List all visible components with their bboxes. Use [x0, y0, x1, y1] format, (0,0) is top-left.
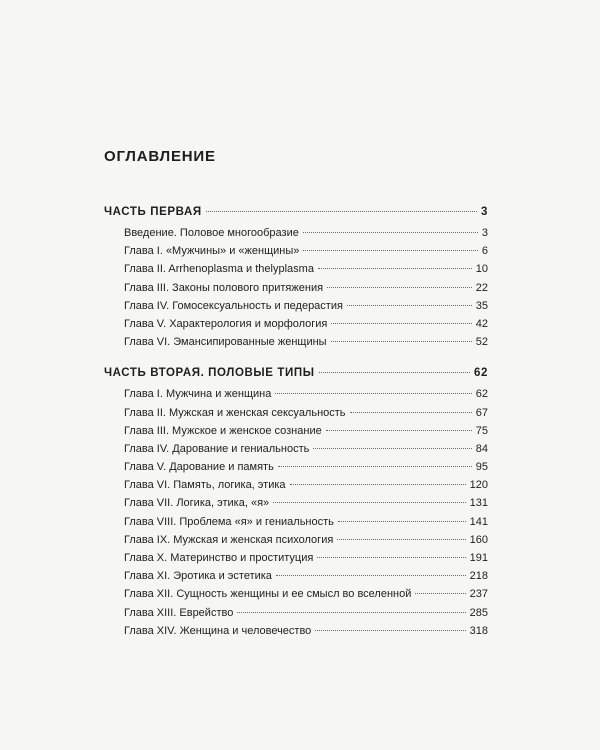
toc-entry-title: Глава X. Материнство и проституция [124, 552, 314, 564]
toc-entry-page: 22 [475, 281, 488, 294]
toc-entry-page: 42 [475, 317, 488, 330]
toc-entry-page: 218 [469, 570, 488, 583]
toc-entry-page: 52 [475, 336, 488, 349]
toc-entry[interactable] [104, 333, 488, 351]
toc-entry-page: 285 [469, 606, 488, 619]
dot-leader [347, 305, 472, 306]
dot-leader [237, 612, 465, 613]
dot-leader [290, 484, 466, 485]
toc-entry[interactable] [104, 385, 488, 403]
toc-entry-title: Глава V. Характерология и морфология [124, 317, 328, 330]
toc-entry-page: 6 [481, 245, 488, 258]
toc-part-title-page: 3 [481, 206, 488, 218]
toc-heading: ОГЛАВЛЕНИЕ [104, 148, 216, 165]
toc-entry-page: 67 [475, 406, 488, 419]
toc-entry[interactable] [104, 513, 488, 531]
toc-entry-page: 75 [475, 424, 488, 437]
dot-leader [326, 430, 472, 431]
dot-leader [350, 412, 472, 413]
toc-entry-page: 237 [469, 588, 488, 601]
toc-entry-title: Глава IV. Гомосексуальность и педерастия [124, 299, 343, 312]
toc-entry[interactable] [104, 315, 488, 333]
toc-entry[interactable] [104, 440, 488, 458]
dot-leader [273, 502, 466, 503]
toc-entry-title: Глава I. «Мужчины» и «женщины» [124, 245, 300, 258]
toc-entry-page: 141 [469, 515, 488, 528]
dot-leader [303, 232, 478, 233]
toc-entry-page: 95 [475, 461, 488, 474]
toc-entry[interactable] [104, 622, 488, 640]
table-of-contents [104, 202, 488, 652]
toc-entry-title: Глава III. Мужское и женское сознание [124, 424, 322, 437]
dot-leader [275, 393, 471, 394]
toc-part-title-title: ЧАСТЬ ПЕРВАЯ [104, 206, 202, 218]
toc-part-title[interactable] [104, 363, 488, 383]
toc-entry-page: 160 [469, 533, 488, 546]
toc-entry[interactable] [104, 549, 488, 567]
dot-leader [318, 268, 472, 269]
toc-entry-page: 318 [469, 624, 488, 637]
toc-part-title-page: 62 [474, 367, 488, 380]
dot-leader [327, 287, 472, 288]
toc-entry-title: Глава I. Мужчина и женщина [124, 388, 272, 401]
toc-entry-title: Глава VI. Память, логика, этика [124, 479, 286, 492]
toc-entry[interactable] [104, 494, 488, 512]
toc-entry-page: 191 [469, 552, 488, 564]
toc-entry-title: Глава III. Законы полового притяжения [124, 281, 324, 294]
toc-entry[interactable] [104, 297, 488, 315]
toc-entry[interactable] [104, 260, 488, 278]
toc-entry[interactable] [104, 242, 488, 260]
toc-entry-page: 84 [475, 442, 488, 455]
toc-part-1 [104, 202, 488, 351]
toc-entry-page: 120 [469, 479, 488, 492]
toc-entry-title: Глава V. Дарование и память [124, 461, 274, 474]
toc-entry-title: Глава XIII. Еврейство [124, 606, 234, 619]
toc-entry-title: Глава VIII. Проблема «я» и гениальность [124, 515, 334, 528]
toc-entry-title: Глава VI. Эмансипированные женщины [124, 336, 327, 349]
toc-entry-page: 3 [481, 227, 488, 239]
toc-entry-title: Глава II. Мужская и женская сексуальность [124, 406, 346, 419]
toc-entry-page: 62 [475, 388, 488, 401]
toc-entry-title: Глава XI. Эротика и эстетика [124, 570, 272, 583]
dot-leader [337, 539, 465, 540]
toc-entry-page: 35 [475, 299, 488, 312]
dot-leader [415, 593, 465, 594]
toc-entry-title: Глава II. Arrhenoplasma и thelyplasma [124, 263, 314, 276]
toc-entry[interactable] [104, 458, 488, 476]
toc-entry[interactable] [104, 404, 488, 422]
toc-entry-title: Глава IV. Дарование и гениальность [124, 442, 310, 455]
dot-leader [317, 557, 465, 558]
dot-leader [319, 372, 470, 373]
toc-entry[interactable] [104, 531, 488, 549]
toc-entry[interactable] [104, 567, 488, 585]
toc-entry[interactable] [104, 224, 488, 242]
toc-entry-page: 10 [475, 263, 488, 276]
toc-entry-title: Введение. Половое многообразие [124, 227, 299, 239]
toc-entry[interactable] [104, 476, 488, 494]
dot-leader [315, 630, 465, 631]
dot-leader [278, 466, 472, 467]
toc-entry[interactable] [104, 604, 488, 622]
toc-part-title-title: ЧАСТЬ ВТОРАЯ. ПОЛОВЫЕ ТИПЫ [104, 367, 315, 380]
toc-entry-title: Глава VII. Логика, этика, «я» [124, 497, 270, 510]
toc-entry[interactable] [104, 422, 488, 440]
toc-entry-title: Глава XII. Сущность женщины и ее смысл во вселенной [124, 588, 412, 601]
dot-leader [313, 448, 471, 449]
dot-leader [206, 211, 477, 212]
dot-leader [331, 323, 471, 324]
toc-entry-page: 131 [469, 497, 488, 510]
dot-leader [303, 250, 477, 251]
dot-leader [338, 521, 466, 522]
toc-entry[interactable] [104, 585, 488, 603]
toc-entry-title: Глава XIV. Женщина и человечество [124, 624, 312, 637]
toc-entry-title: Глава IX. Мужская и женская психология [124, 533, 334, 546]
toc-part-title[interactable] [104, 202, 488, 222]
dot-leader [331, 341, 472, 342]
toc-part-2 [104, 363, 488, 640]
toc-entry[interactable] [104, 279, 488, 297]
dot-leader [276, 575, 466, 576]
